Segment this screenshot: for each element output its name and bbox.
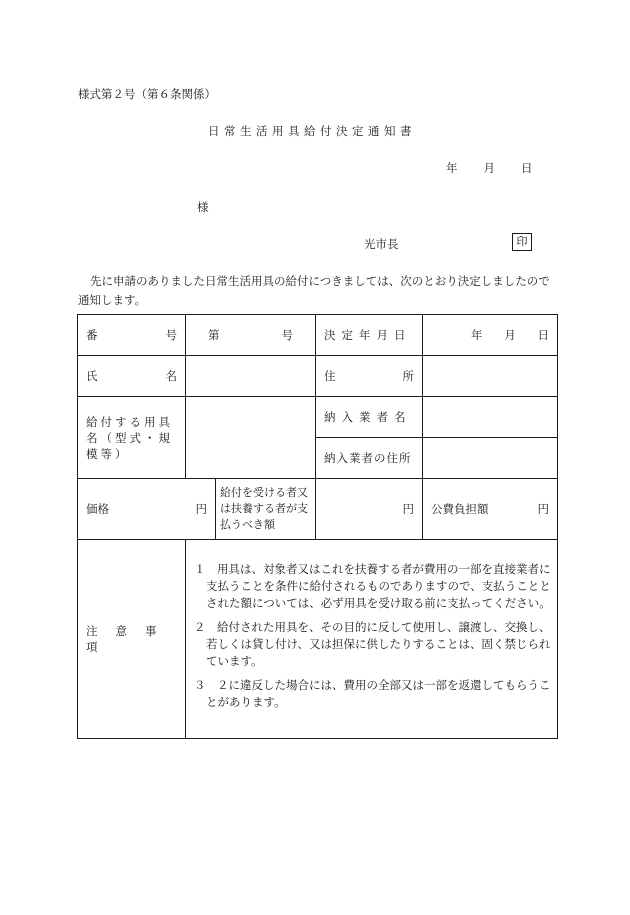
item-label: 給付する用具名（型式・規模等） <box>78 397 186 479</box>
supplier-name-field[interactable] <box>423 397 558 438</box>
name-label: 氏 名 <box>78 356 186 397</box>
notes-label: 注意事項 <box>78 540 186 739</box>
seal-mark: 印 <box>512 233 532 251</box>
supplier-address-field[interactable] <box>423 438 558 479</box>
supplier-name-label: 納入業者名 <box>316 397 423 438</box>
supplier-address-label: 納入業者の住所 <box>316 438 423 479</box>
note-item: ２ 給付された用具を、その目的に反して使用し、譲渡し、交換し、若しくは貸し付け、又は担保に供したりすることは、固く禁じられています。 <box>194 619 551 668</box>
document-title: 日常生活用具給付決定通知書 <box>208 124 416 138</box>
address-label: 住 所 <box>316 356 423 397</box>
number-label: 番 号 <box>78 315 186 356</box>
notes-list <box>186 540 558 739</box>
form-number: 様式第２号（第６条関係） <box>78 87 216 101</box>
address-field[interactable] <box>423 356 558 397</box>
number-value[interactable]: 第 号 <box>186 315 316 356</box>
name-field[interactable] <box>186 356 316 397</box>
date-day: 日 <box>521 161 533 175</box>
public-share-field[interactable]: 公費負担額 円 <box>423 479 558 540</box>
note-item: １ 用具は、対象者又はこれを扶養する者が費用の一部を直接業者に支払うことを条件に給付されるものでありますので、支払うこととされた額については、必ず用具を受け取る前に支払ってください。 <box>194 561 551 610</box>
issuer: 光市長 <box>364 237 399 251</box>
addressee-suffix: 様 <box>197 200 209 214</box>
price-field[interactable]: 価格 円 <box>78 479 216 540</box>
note-item: ３ ２に違反した場合には、費用の全部又は一部を返還してもらうことがあります。 <box>194 677 551 709</box>
intro-text: 先に申請のありました日常生活用具の給付につきましては、次のとおり決定しましたので通知します。 <box>78 274 550 307</box>
date-month: 月 <box>483 161 495 175</box>
decision-date-value[interactable]: 年 月 日 <box>423 315 558 356</box>
issue-date <box>446 160 533 176</box>
copay-label: 給付を受ける者又は扶養する者が支払うべき額 <box>216 479 316 540</box>
date-year: 年 <box>446 161 458 175</box>
item-field[interactable] <box>186 397 316 479</box>
decision-table <box>77 314 558 739</box>
copay-field[interactable]: 円 <box>316 479 423 540</box>
decision-date-label: 決定年月日 <box>316 315 423 356</box>
